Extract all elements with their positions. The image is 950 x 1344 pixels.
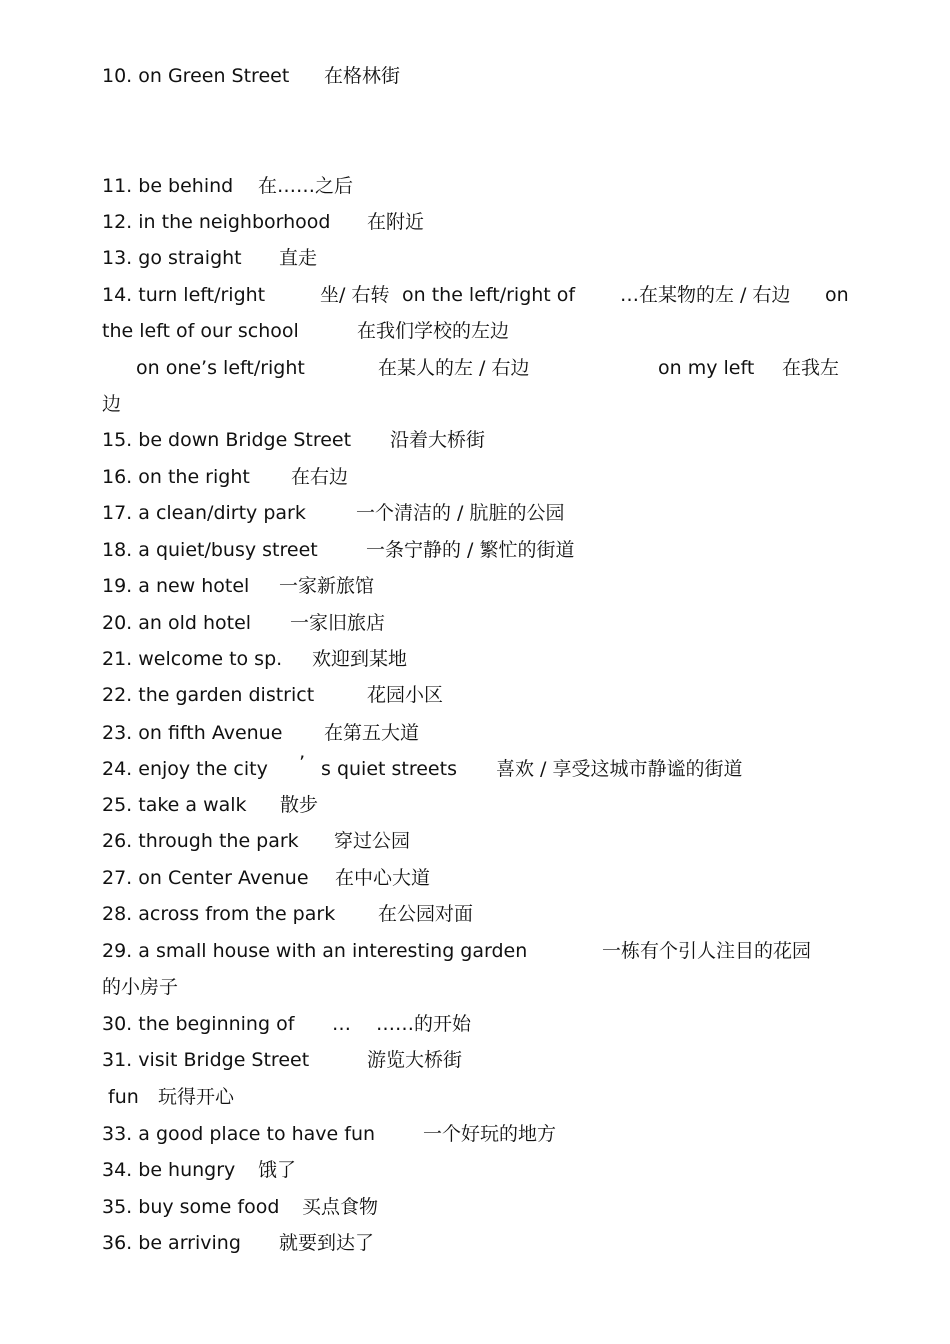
english-phrase: 16. on the right [102, 466, 250, 488]
chinese-meaning: 穿过公园 [334, 830, 411, 852]
chinese-meaning: 一家新旅馆 [279, 575, 375, 597]
chinese-meaning: 边 [102, 393, 122, 415]
chinese-meaning: …在某物的左 / 右边 [620, 284, 791, 306]
english-phrase: 18. a quiet/busy street [102, 539, 318, 561]
english-phrase: 26. through the park [102, 830, 299, 852]
chinese-meaning: 一个好玩的地方 [423, 1123, 557, 1145]
chinese-meaning: 欢迎到某地 [312, 648, 408, 670]
chinese-meaning: 就要到达了 [279, 1232, 375, 1254]
chinese-meaning: 在第五大道 [324, 722, 420, 744]
english-phrase: 25. take a walk [102, 794, 247, 816]
english-phrase: 33. a good place to have fun [102, 1123, 376, 1145]
english-phrase: fun [108, 1086, 139, 1108]
english-phrase: on my left [658, 357, 755, 379]
english-phrase: 28. across from the park [102, 903, 336, 925]
english-phrase: 15. be down Bridge Street [102, 429, 352, 451]
chinese-meaning: 饿了 [258, 1159, 297, 1181]
english-phrase: 30. the beginning of [102, 1013, 295, 1035]
chinese-meaning: 买点食物 [302, 1196, 379, 1218]
apostrophe-mark: ’ [299, 752, 306, 774]
english-phrase: 34. be hungry [102, 1159, 236, 1181]
chinese-meaning: 在某人的左 / 右边 [378, 357, 530, 379]
english-phrase: 24. enjoy the city [102, 758, 268, 780]
chinese-meaning: 在……之后 [258, 175, 354, 197]
chinese-meaning: 在我们学校的左边 [357, 320, 510, 342]
english-phrase: 35. buy some food [102, 1196, 280, 1218]
chinese-meaning: 一个清洁的 / 肮脏的公园 [356, 502, 565, 524]
chinese-meaning: 在中心大道 [335, 867, 431, 889]
chinese-meaning: 游览大桥街 [367, 1049, 463, 1071]
english-phrase: 19. a new hotel [102, 575, 250, 597]
english-phrase: 29. a small house with an interesting garden [102, 940, 528, 962]
ellipsis-mark: … [332, 1013, 351, 1035]
english-phrase: 23. on fifth Avenue [102, 722, 283, 744]
chinese-meaning: 在我左 [782, 357, 840, 379]
english-phrase: 20. an old hotel [102, 612, 252, 634]
english-phrase: 36. be arriving [102, 1232, 241, 1254]
chinese-meaning: 直走 [279, 247, 318, 269]
chinese-meaning: 在公园对面 [378, 903, 474, 925]
chinese-meaning: 喜欢 / 享受这城市静谧的街道 [496, 758, 743, 780]
english-phrase: 12. in the neighborhood [102, 211, 331, 233]
chinese-meaning: 一条宁静的 / 繁忙的街道 [366, 539, 575, 561]
english-phrase: on the left/right of [402, 284, 576, 306]
chinese-meaning: 坐/ 右转 [320, 284, 390, 306]
chinese-meaning: ……的开始 [376, 1013, 472, 1035]
chinese-meaning: 在附近 [367, 211, 425, 233]
english-phrase: 27. on Center Avenue [102, 867, 309, 889]
english-phrase: 10. on Green Street [102, 65, 290, 87]
chinese-meaning: 在格林街 [324, 65, 401, 87]
english-phrase: 31. visit Bridge Street [102, 1049, 310, 1071]
english-phrase: 22. the garden district [102, 684, 315, 706]
english-phrase: 13. go straight [102, 247, 242, 269]
english-phrase: 17. a clean/dirty park [102, 502, 306, 524]
chinese-meaning: 在右边 [291, 466, 349, 488]
english-phrase: 14. turn left/right [102, 284, 266, 306]
chinese-meaning: 一家旧旅店 [290, 612, 386, 634]
english-phrase: the left of our school [102, 320, 299, 342]
chinese-meaning: 玩得开心 [158, 1086, 235, 1108]
english-phrase: on one’s left/right [136, 357, 305, 379]
english-phrase: on [825, 284, 849, 306]
chinese-meaning: 散步 [280, 794, 319, 816]
chinese-meaning: 的小房子 [102, 976, 179, 998]
english-phrase: s quiet streets [321, 758, 457, 780]
chinese-meaning: 沿着大桥街 [390, 429, 486, 451]
english-phrase: 21. welcome to sp. [102, 648, 283, 670]
chinese-meaning: 花园小区 [367, 684, 444, 706]
english-phrase: 11. be behind [102, 175, 234, 197]
chinese-meaning: 一栋有个引人注目的花园 [602, 940, 812, 962]
